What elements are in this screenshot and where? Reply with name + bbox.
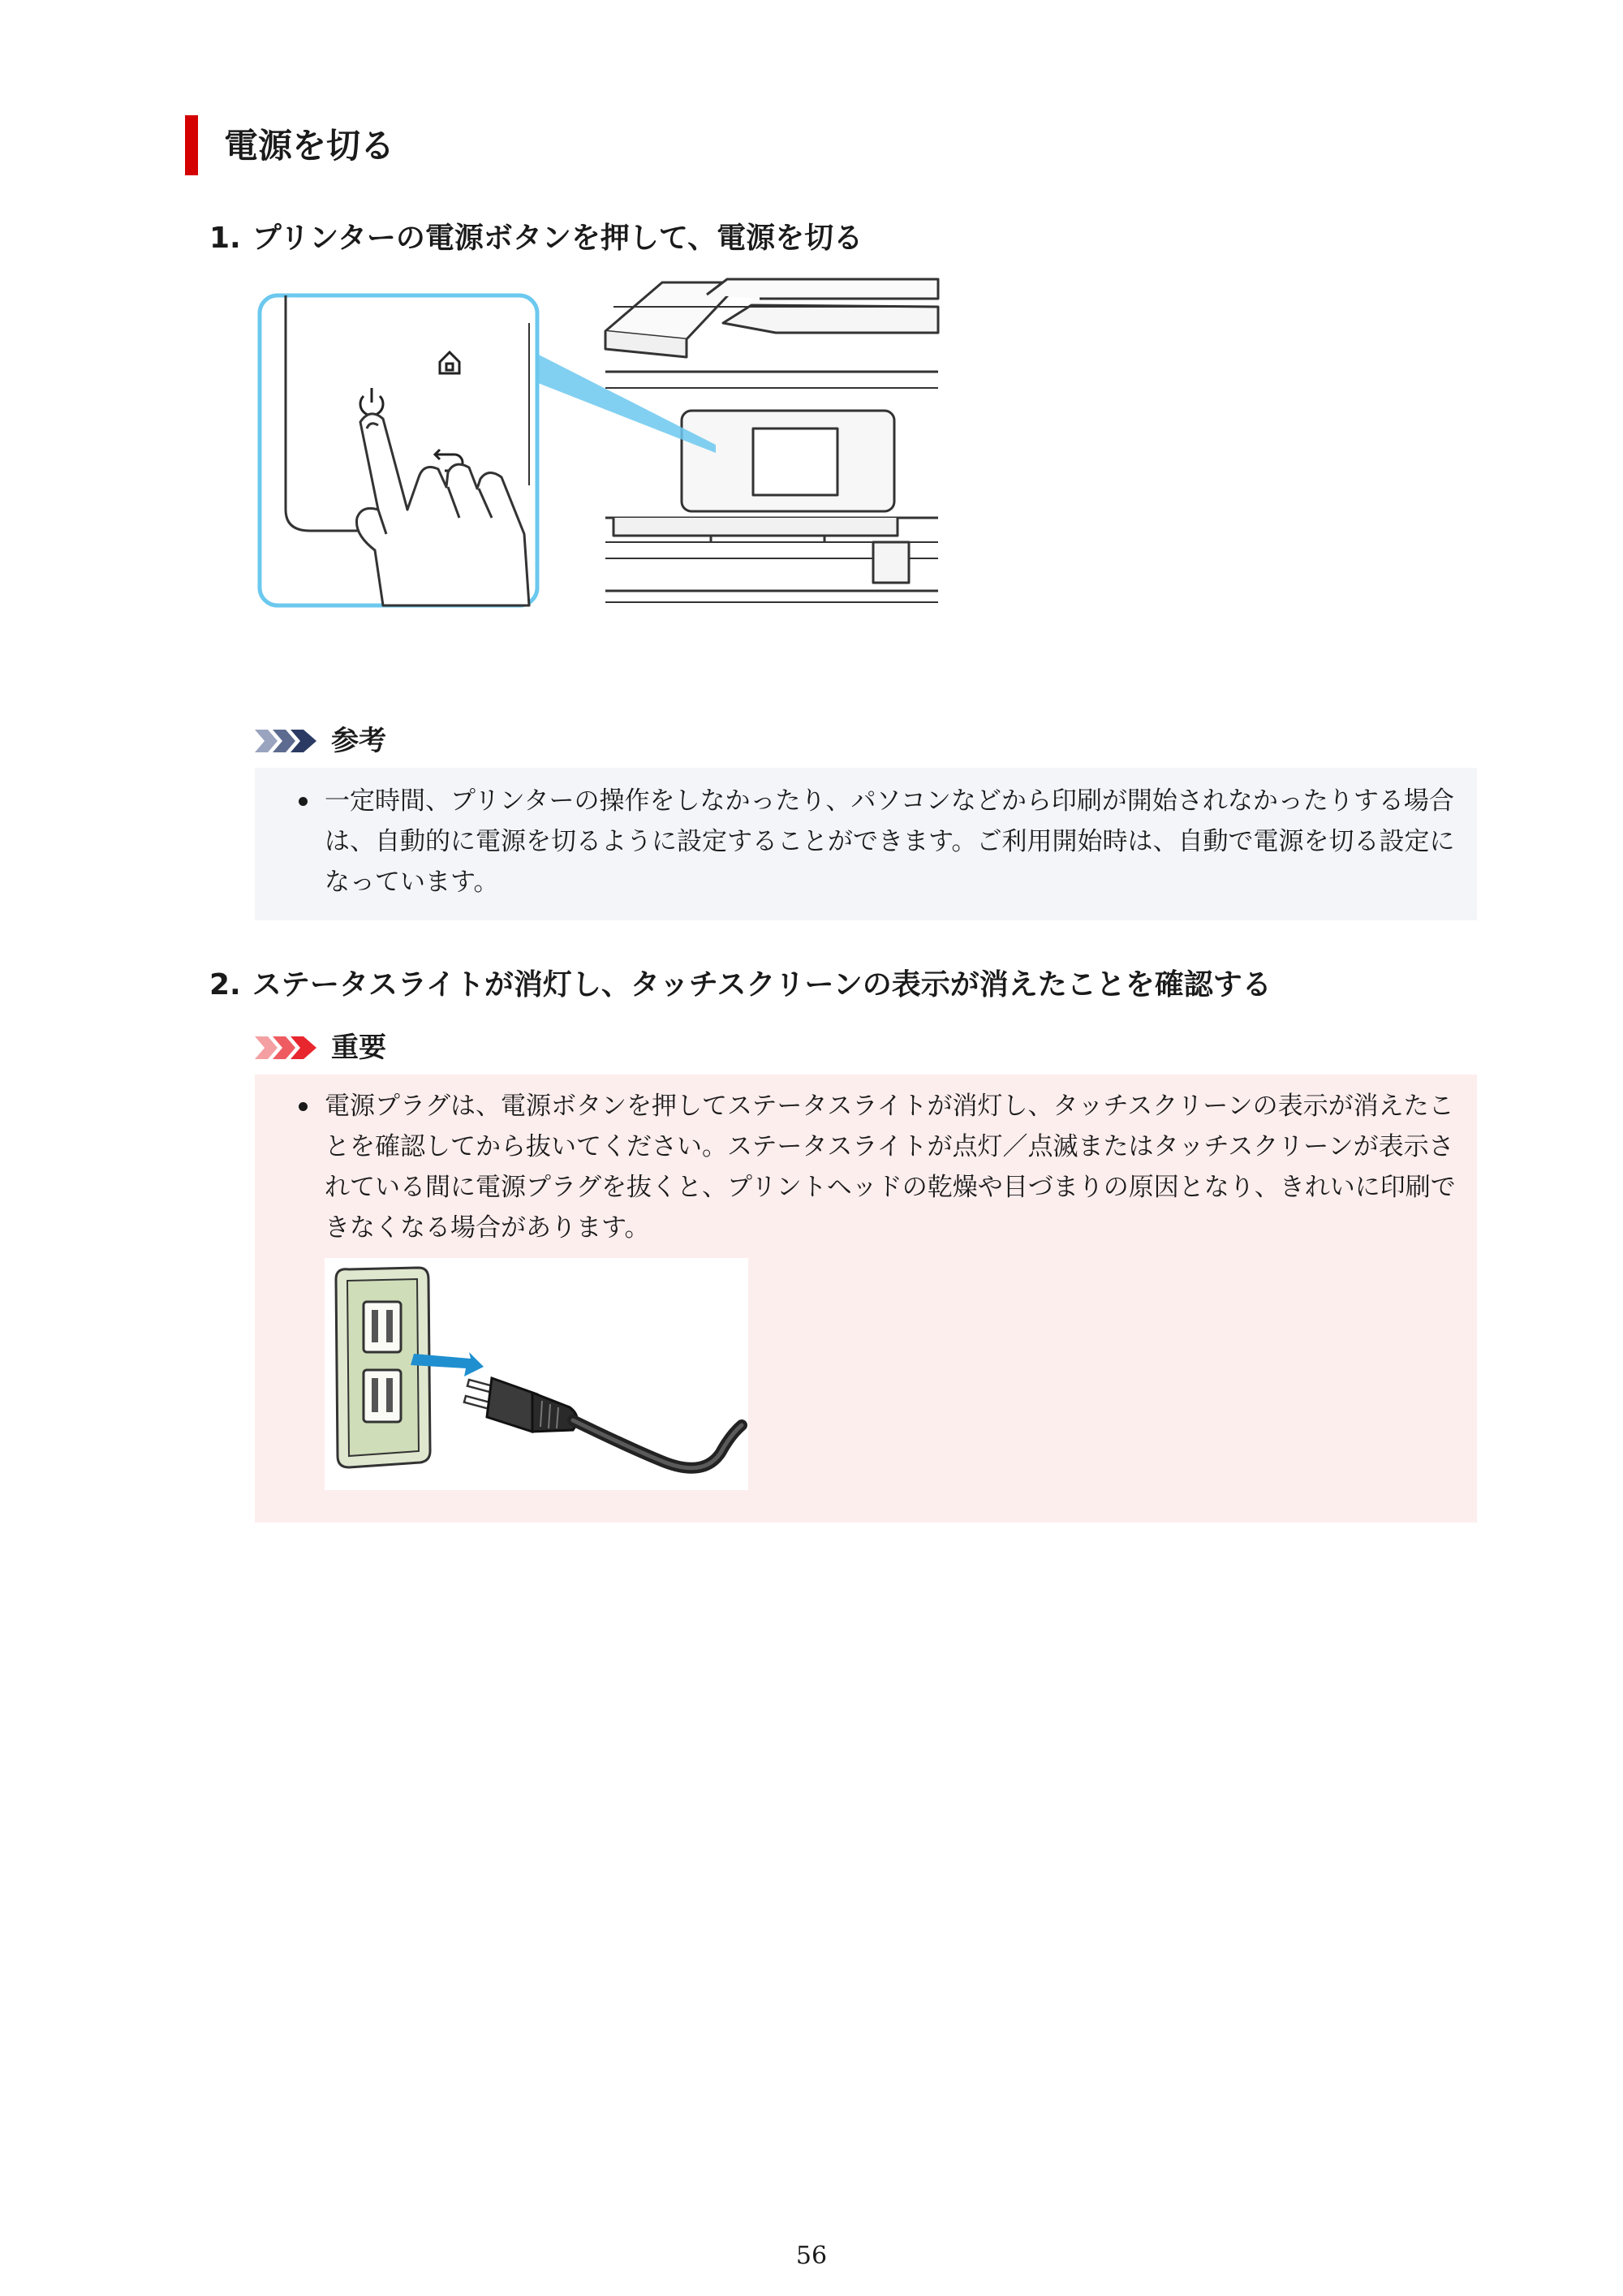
reference-box xyxy=(255,768,1477,920)
power-plug-illustration xyxy=(325,1258,748,1490)
important-arrows-icon xyxy=(255,1035,320,1061)
step-1-number: 1. xyxy=(209,222,241,255)
power-button-illustration xyxy=(256,274,946,615)
step-1 xyxy=(209,218,863,260)
reference-heading-text: 参考 xyxy=(331,725,386,757)
page-number: 56 xyxy=(795,2242,828,2270)
title-accent-bar xyxy=(185,115,198,175)
important-item: 電源プラグは、電源ボタンを押してステータスライトが消灯し、タッチスクリーンの表示が消えたことを確認してから抜いてください。ステータスライトが点灯／点滅またはタッチスクリーンが表示されている間に電源プラグを抜くと、プリントヘッドの乾燥や目づまりの原因となり、きれいに印刷できなくなる場合があります。 xyxy=(255,1086,1477,1248)
important-heading-text: 重要 xyxy=(331,1032,386,1064)
reference-heading xyxy=(255,721,386,761)
step-2 xyxy=(209,964,1272,1006)
step-2-number: 2. xyxy=(209,968,241,1002)
reference-item: 一定時間、プリンターの操作をしなかったり、パソコンなどから印刷が開始されなかったりする場合は、自動的に電源を切るように設定することができます。ご利用開始時は、自動で電源を切る設定になっています。 xyxy=(255,781,1477,902)
page-title: 電源を切る xyxy=(224,126,395,166)
reference-arrows-icon xyxy=(255,728,320,754)
important-heading xyxy=(255,1027,386,1068)
step-2-text: ステータスライトが消灯し、タッチスクリーンの表示が消えたことを確認する xyxy=(252,968,1272,1002)
step-1-text: プリンターの電源ボタンを押して、電源を切る xyxy=(252,222,863,255)
